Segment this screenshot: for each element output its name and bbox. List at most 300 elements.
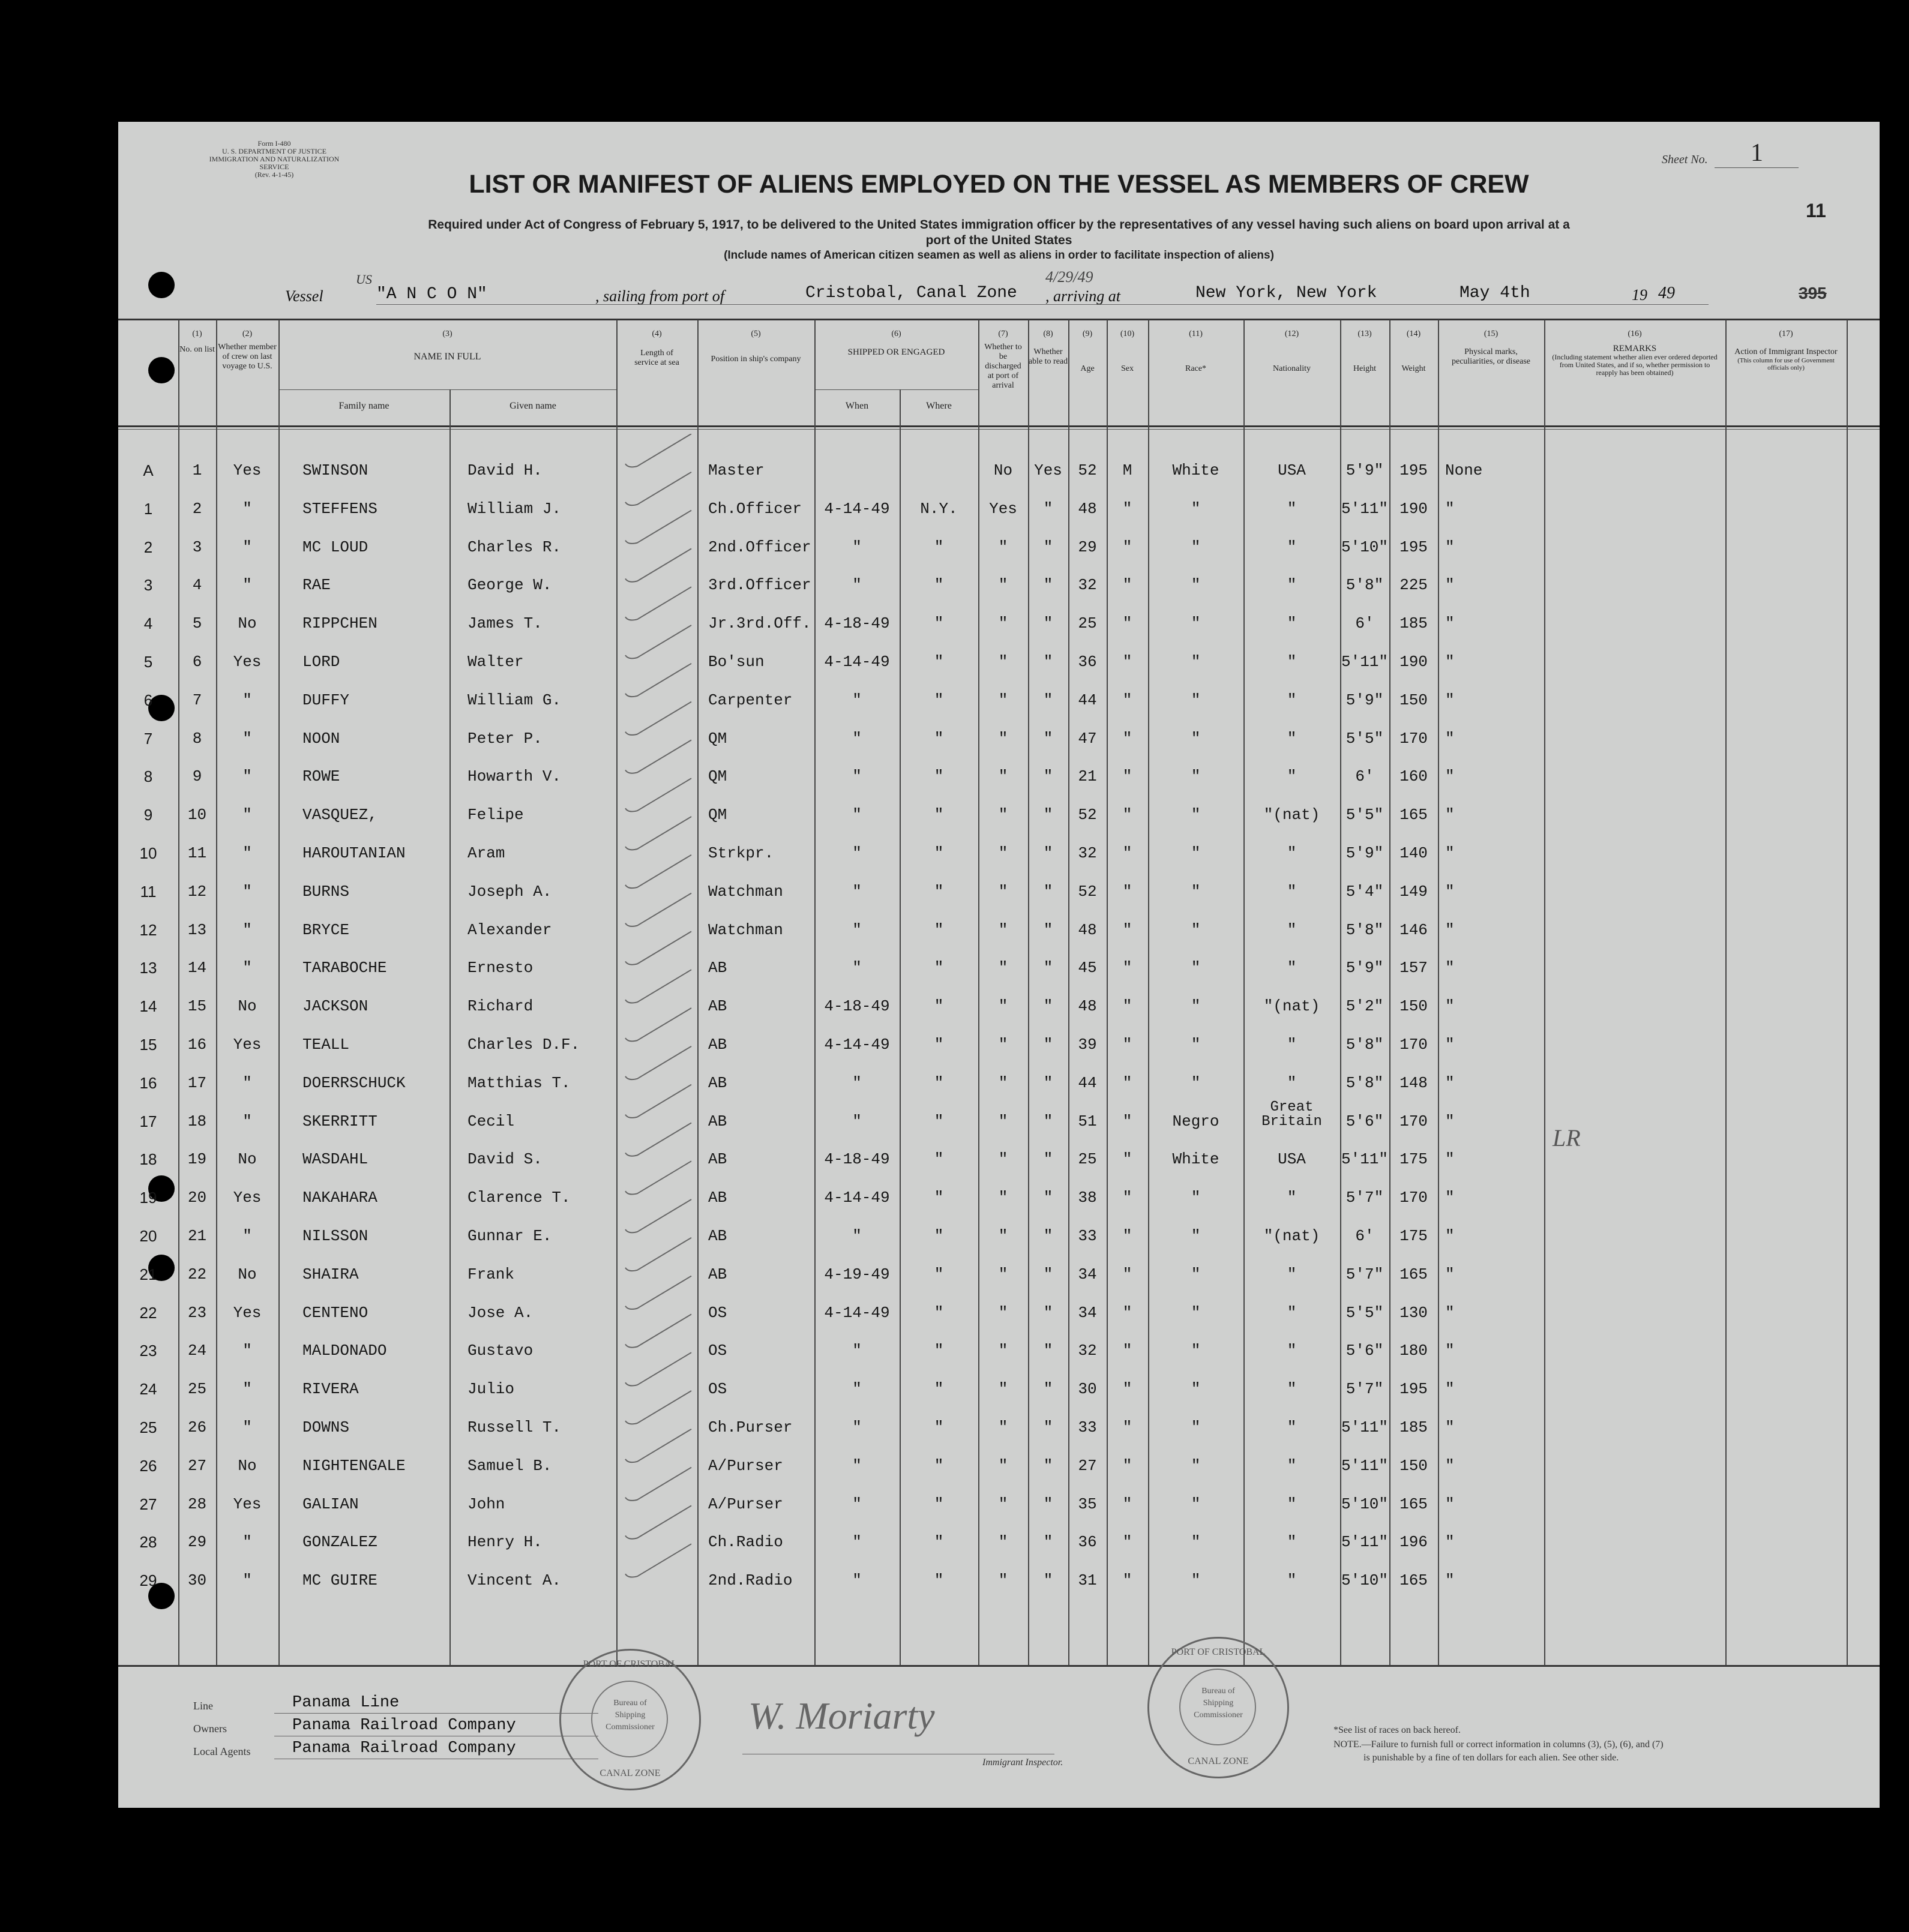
cell-where: " — [934, 538, 944, 556]
cell-family: MC LOUD — [302, 538, 368, 556]
cell-no: 14 — [187, 959, 207, 977]
cell-last: No — [238, 614, 257, 633]
cell-disch: " — [998, 1418, 1008, 1436]
cell-race: " — [1191, 959, 1201, 977]
cell-sex: " — [1122, 1073, 1132, 1092]
table-row — [118, 490, 1880, 529]
cell-family: DOERRSCHUCK — [302, 1073, 406, 1092]
cell-when: 4-18-49 — [824, 1150, 890, 1169]
cell-family: JACKSON — [302, 997, 368, 1016]
cell-family: RIVERA — [302, 1380, 359, 1399]
vessel-prefix: US — [356, 272, 372, 287]
cell-family: WASDAHL — [302, 1150, 368, 1169]
cell-pos: AB — [708, 1073, 727, 1092]
cell-nat: " — [1287, 499, 1297, 518]
cell-weight: 150 — [1399, 1456, 1428, 1475]
cell-no: 27 — [187, 1456, 207, 1475]
col-17-header: (17) Action of Immigrant Inspector (This column for use of Government officials only) — [1734, 329, 1838, 371]
cell-nat: " — [1287, 1265, 1297, 1283]
cell-pos: Master — [708, 461, 765, 479]
cell-last: " — [242, 1073, 252, 1092]
cell-left: 15 — [139, 1036, 157, 1054]
cell-disch: " — [998, 576, 1008, 595]
cell-disch: " — [998, 1150, 1008, 1169]
table-bottom-border — [118, 1665, 1880, 1667]
page-title: LIST OR MANIFEST OF ALIENS EMPLOYED ON THE VESSEL AS MEMBERS OF CREW — [469, 170, 1529, 199]
col-4-header: (4) Length of service at sea — [634, 329, 679, 367]
pencil-tick — [625, 970, 691, 1003]
cell-left: 8 — [143, 767, 153, 786]
cell-family: VASQUEZ, — [302, 806, 377, 824]
cell-last: " — [242, 691, 252, 709]
cell-weight: 146 — [1399, 920, 1428, 939]
cell-last: No — [238, 1265, 257, 1283]
cell-no: 7 — [192, 691, 202, 709]
shipped-subheader-rule — [814, 389, 978, 390]
cell-age: 36 — [1078, 653, 1097, 671]
table-row — [118, 758, 1880, 796]
cell-race: " — [1191, 1036, 1201, 1054]
cell-marks: " — [1445, 614, 1455, 633]
cell-nat: " — [1287, 1533, 1297, 1552]
table-row — [118, 796, 1880, 835]
cell-last: " — [242, 844, 252, 862]
cell-race: " — [1191, 1265, 1201, 1283]
cell-read: " — [1043, 1036, 1053, 1054]
cell-age: 25 — [1078, 1150, 1097, 1169]
cell-when: 4-14-49 — [824, 499, 890, 518]
footer-owners-label: Owners — [193, 1723, 227, 1735]
cell-pos: QM — [708, 806, 727, 824]
cell-disch: " — [998, 691, 1008, 709]
cell-where: " — [934, 1112, 944, 1130]
cell-last: " — [242, 1380, 252, 1399]
col-6b-header: Where — [926, 401, 952, 411]
cell-given: Vincent A. — [467, 1571, 562, 1590]
cell-family: NAKAHARA — [302, 1189, 377, 1207]
cell-when: " — [852, 1418, 862, 1436]
cell-pos: A/Purser — [708, 1495, 783, 1513]
cell-read: " — [1043, 767, 1053, 786]
cell-height: 5'4" — [1345, 882, 1384, 901]
table-row — [118, 720, 1880, 758]
pencil-tick — [625, 855, 691, 888]
col-12-header: (12) Nationality — [1273, 329, 1311, 373]
subtitle-2: port of the United States — [925, 233, 1072, 247]
cell-nat: " — [1287, 1303, 1297, 1322]
cell-left: 24 — [139, 1380, 157, 1399]
cell-age: 47 — [1078, 729, 1097, 748]
cell-height: 5'9" — [1345, 691, 1384, 709]
cell-given: Howarth V. — [467, 767, 562, 786]
cell-family: SKERRITT — [302, 1112, 377, 1130]
cell-disch: " — [998, 959, 1008, 977]
cell-race: " — [1191, 844, 1201, 862]
cell-no: 15 — [187, 997, 207, 1016]
cell-race: " — [1191, 1533, 1201, 1552]
cell-where: " — [934, 767, 944, 786]
cell-where: " — [934, 959, 944, 977]
pencil-tick — [625, 1199, 691, 1232]
cell-nat: " — [1287, 1495, 1297, 1513]
cell-read: " — [1043, 997, 1053, 1016]
vessel-label: Vessel — [285, 287, 323, 305]
cell-nat: " — [1287, 1571, 1297, 1590]
cell-left: 28 — [139, 1533, 157, 1552]
cell-nat: " — [1287, 653, 1297, 671]
cell-where: " — [934, 614, 944, 633]
cell-age: 34 — [1078, 1303, 1097, 1322]
cell-where: " — [934, 729, 944, 748]
cell-disch: " — [998, 1036, 1008, 1054]
cell-family: NIGHTENGALE — [302, 1456, 406, 1475]
cell-sex: " — [1122, 1112, 1132, 1130]
cell-weight: 180 — [1399, 1342, 1428, 1360]
cell-when: 4-18-49 — [824, 614, 890, 633]
pencil-tick — [625, 1238, 691, 1271]
cell-read: " — [1043, 653, 1053, 671]
table-row — [118, 682, 1880, 720]
cell-left: 9 — [143, 806, 153, 824]
cell-disch: " — [998, 1342, 1008, 1360]
cell-sex: M — [1122, 461, 1132, 479]
cell-read: " — [1043, 1303, 1053, 1322]
form-number: Form I-480 — [257, 139, 291, 148]
table-row — [118, 1217, 1880, 1256]
cell-weight: 150 — [1399, 691, 1428, 709]
cell-last: Yes — [233, 1189, 262, 1207]
cell-nat: " — [1287, 1456, 1297, 1475]
cell-where: " — [934, 1342, 944, 1360]
pencil-tick — [625, 931, 691, 964]
pencil-tick — [625, 778, 691, 811]
cell-read: " — [1043, 1112, 1053, 1130]
cell-where: " — [934, 882, 944, 901]
cell-where: " — [934, 1073, 944, 1092]
cell-race: " — [1191, 576, 1201, 595]
cell-height: 5'11" — [1341, 499, 1388, 518]
cell-race: " — [1191, 538, 1201, 556]
cell-where: " — [934, 920, 944, 939]
cell-age: 32 — [1078, 576, 1097, 595]
cell-sex: " — [1122, 806, 1132, 824]
table-row — [118, 911, 1880, 950]
table-row — [118, 1064, 1880, 1103]
handwritten-date: 4/29/49 — [1045, 268, 1093, 286]
cell-nat: " — [1287, 959, 1297, 977]
cell-when: " — [852, 1342, 862, 1360]
cell-weight: 149 — [1399, 882, 1428, 901]
cell-height: 5'5" — [1345, 1303, 1384, 1322]
cell-age: 31 — [1078, 1571, 1097, 1590]
cell-disch: " — [998, 653, 1008, 671]
pencil-tick — [625, 434, 691, 467]
cell-race: White — [1172, 1150, 1219, 1169]
pencil-tick — [625, 1046, 691, 1079]
cell-last: Yes — [233, 1303, 262, 1322]
cell-weight: 170 — [1399, 1036, 1428, 1054]
cell-read: " — [1043, 806, 1053, 824]
cell-when: 4-19-49 — [824, 1265, 890, 1283]
cell-where: " — [934, 691, 944, 709]
cell-where: " — [934, 997, 944, 1016]
table-row — [118, 1523, 1880, 1562]
cell-height: 6' — [1355, 1227, 1374, 1245]
cell-disch: " — [998, 920, 1008, 939]
cell-last: " — [242, 729, 252, 748]
cell-pos: Ch.Officer — [708, 499, 802, 518]
cell-when: " — [852, 1073, 862, 1092]
cell-left: 14 — [139, 997, 157, 1016]
cell-height: 5'10" — [1341, 1571, 1388, 1590]
cell-race: " — [1191, 1418, 1201, 1436]
cell-given: Cecil — [467, 1112, 515, 1130]
pencil-tick — [625, 1391, 691, 1424]
cell-last: No — [238, 1150, 257, 1169]
arrival-date: May 4th — [1460, 284, 1530, 302]
punch-hole — [148, 357, 175, 383]
cell-race: White — [1172, 461, 1219, 479]
cell-left: 13 — [139, 959, 157, 977]
cell-read: " — [1043, 1495, 1053, 1513]
cell-given: George W. — [467, 576, 552, 595]
cell-age: 44 — [1078, 1073, 1097, 1092]
struck-number: 395 — [1799, 284, 1827, 302]
cell-no: 2 — [192, 499, 202, 518]
cell-disch: " — [998, 1227, 1008, 1245]
cell-left: 17 — [139, 1112, 157, 1130]
cell-weight: 190 — [1399, 653, 1428, 671]
cell-nat: " — [1287, 576, 1297, 595]
cell-sex: " — [1122, 1380, 1132, 1399]
table-row — [118, 1409, 1880, 1447]
col-10-header: (10) Sex — [1120, 329, 1135, 373]
cell-where: " — [934, 1303, 944, 1322]
cell-height: 5'11" — [1341, 1150, 1388, 1169]
table-row — [118, 873, 1880, 911]
pencil-tick — [625, 1123, 691, 1156]
cell-disch: Yes — [989, 499, 1017, 518]
cell-when: " — [852, 729, 862, 748]
cell-last: No — [238, 1456, 257, 1475]
cell-marks: " — [1445, 1533, 1455, 1552]
cell-weight: 195 — [1399, 461, 1428, 479]
cell-weight: 195 — [1399, 538, 1428, 556]
cell-race: " — [1191, 920, 1201, 939]
cell-no: 20 — [187, 1189, 207, 1207]
cell-age: 33 — [1078, 1418, 1097, 1436]
cell-weight: 190 — [1399, 499, 1428, 518]
cell-last: " — [242, 499, 252, 518]
cell-left: 12 — [139, 920, 157, 939]
col-14-header: (14) Weight — [1401, 329, 1426, 373]
cell-read: " — [1043, 1342, 1053, 1360]
cell-age: 25 — [1078, 614, 1097, 633]
cell-no: 30 — [187, 1571, 207, 1590]
cell-height: 6' — [1355, 767, 1374, 786]
cell-sex: " — [1122, 1533, 1132, 1552]
cell-age: 36 — [1078, 1533, 1097, 1552]
cell-weight: 196 — [1399, 1533, 1428, 1552]
cell-no: 17 — [187, 1073, 207, 1092]
cell-when: " — [852, 1112, 862, 1130]
cell-last: Yes — [233, 1036, 262, 1054]
cell-left: 19 — [139, 1189, 157, 1207]
cell-height: 5'7" — [1345, 1189, 1384, 1207]
cell-marks: " — [1445, 1342, 1455, 1360]
cell-last: " — [242, 1342, 252, 1360]
cell-height: 5'5" — [1345, 729, 1384, 748]
cell-left: 2 — [143, 538, 153, 556]
pencil-tick — [625, 817, 691, 850]
handwritten-remark: LR — [1553, 1124, 1581, 1151]
cell-pos: 2nd.Officer — [708, 538, 811, 556]
cell-age: 51 — [1078, 1112, 1097, 1130]
cell-no: 18 — [187, 1112, 207, 1130]
cell-marks: " — [1445, 1303, 1455, 1322]
cell-family: CENTENO — [302, 1303, 368, 1322]
cell-marks: " — [1445, 576, 1455, 595]
cell-height: 5'9" — [1345, 959, 1384, 977]
cell-marks: " — [1445, 1150, 1455, 1169]
cell-weight: 130 — [1399, 1303, 1428, 1322]
service: IMMIGRATION AND NATURALIZATION SERVICE — [209, 155, 340, 171]
cell-height: 5'7" — [1345, 1265, 1384, 1283]
cell-last: " — [242, 959, 252, 977]
cell-sex: " — [1122, 1571, 1132, 1590]
cell-sex: " — [1122, 1495, 1132, 1513]
cell-race: " — [1191, 1303, 1201, 1322]
cell-given: Jose A. — [467, 1303, 534, 1322]
cell-where: " — [934, 1265, 944, 1283]
cell-left: 16 — [139, 1073, 157, 1092]
cell-given: Gunnar E. — [467, 1227, 552, 1245]
cell-disch: " — [998, 1456, 1008, 1475]
footer-agents-label: Local Agents — [193, 1745, 251, 1757]
cell-race: " — [1191, 653, 1201, 671]
cell-left: 22 — [139, 1303, 157, 1322]
cell-sex: " — [1122, 1418, 1132, 1436]
cell-family: NILSSON — [302, 1227, 368, 1245]
cell-nat: " — [1287, 1342, 1297, 1360]
col-9-header: (9) Age — [1080, 329, 1095, 373]
cell-height: 5'11" — [1341, 1533, 1388, 1552]
cell-disch: " — [998, 614, 1008, 633]
col-8-header: (8) Whether able to read — [1028, 329, 1068, 366]
cell-family: DUFFY — [302, 691, 350, 709]
cell-where: " — [934, 1227, 944, 1245]
cell-no: 26 — [187, 1418, 207, 1436]
cell-given: Alexander — [467, 920, 552, 939]
pencil-tick — [625, 587, 691, 620]
cell-where: " — [934, 806, 944, 824]
pencil-tick — [625, 1429, 691, 1462]
cell-weight: 170 — [1399, 729, 1428, 748]
pencil-tick — [625, 740, 691, 773]
cell-race: Negro — [1172, 1112, 1219, 1130]
cell-when: " — [852, 1533, 862, 1552]
inspector-label: Immigrant Inspector. — [982, 1757, 1063, 1768]
pencil-tick — [625, 511, 691, 544]
pencil-tick — [625, 1276, 691, 1309]
pencil-tick — [625, 1352, 691, 1385]
cell-age: 34 — [1078, 1265, 1097, 1283]
cell-pos: Ch.Purser — [708, 1418, 793, 1436]
cell-height: 5'8" — [1345, 920, 1384, 939]
cell-height: 5'5" — [1345, 806, 1384, 824]
cell-left: 7 — [143, 729, 153, 748]
cell-no: 11 — [187, 844, 207, 862]
cell-last: " — [242, 767, 252, 786]
cell-height: 6' — [1355, 614, 1374, 633]
footer-line-rule — [274, 1713, 598, 1714]
col-7-header: (7) Whether to be discharged at port of arrival — [984, 329, 1022, 390]
cell-age: 30 — [1078, 1380, 1097, 1399]
cell-last: " — [242, 538, 252, 556]
cell-family: GALIAN — [302, 1495, 359, 1513]
cell-race: " — [1191, 1456, 1201, 1475]
cell-where: " — [934, 844, 944, 862]
cell-family: NOON — [302, 729, 340, 748]
cell-when: 4-18-49 — [824, 997, 890, 1016]
port-stamp-right: PORT OF CRISTOBAL Bureau of Shipping Commissioner CANAL ZONE — [1147, 1637, 1289, 1778]
cell-height: 5'8" — [1345, 1036, 1384, 1054]
cell-height: 5'11" — [1341, 1456, 1388, 1475]
cell-nat: " — [1287, 614, 1297, 633]
cell-family: HAROUTANIAN — [302, 844, 406, 862]
cell-weight: 148 — [1399, 1073, 1428, 1092]
cell-read: " — [1043, 1150, 1053, 1169]
cell-read: " — [1043, 729, 1053, 748]
cell-no: 6 — [192, 653, 202, 671]
cell-sex: " — [1122, 1265, 1132, 1283]
subtitle-3: (Include names of American citizen seamen as well as aliens in order to facilitate inspection of aliens) — [724, 249, 1274, 262]
cell-weight: 165 — [1399, 1265, 1428, 1283]
cell-age: 32 — [1078, 844, 1097, 862]
cell-read: " — [1043, 1456, 1053, 1475]
cell-given: David S. — [467, 1150, 543, 1169]
cell-nat: " — [1287, 844, 1297, 862]
cell-family: SWINSON — [302, 461, 368, 479]
cell-pos: Strkpr. — [708, 844, 774, 862]
cell-pos: QM — [708, 729, 727, 748]
pencil-tick — [625, 1008, 691, 1041]
cell-age: 45 — [1078, 959, 1097, 977]
cell-read: " — [1043, 1227, 1053, 1245]
cell-left: 23 — [139, 1342, 157, 1360]
cell-marks: " — [1445, 1380, 1455, 1399]
cell-where: " — [934, 1418, 944, 1436]
cell-when: 4-14-49 — [824, 1036, 890, 1054]
cell-disch: " — [998, 1380, 1008, 1399]
cell-marks: None — [1445, 461, 1483, 479]
cell-pos: A/Purser — [708, 1456, 783, 1475]
cell-pos: QM — [708, 767, 727, 786]
cell-given: Russell T. — [467, 1418, 562, 1436]
cell-disch: " — [998, 997, 1008, 1016]
cell-pos: Jr.3rd.Off. — [708, 614, 811, 633]
cell-when: " — [852, 1456, 862, 1475]
cell-weight: 170 — [1399, 1189, 1428, 1207]
cell-family: STEFFENS — [302, 499, 377, 518]
year-suffix: 49 — [1658, 284, 1675, 302]
cell-nat: " — [1287, 1189, 1297, 1207]
cell-race: " — [1191, 1342, 1201, 1360]
cell-no: 12 — [187, 882, 207, 901]
cell-age: 38 — [1078, 1189, 1097, 1207]
cell-given: Matthias T. — [467, 1073, 571, 1092]
cell-last: " — [242, 1533, 252, 1552]
